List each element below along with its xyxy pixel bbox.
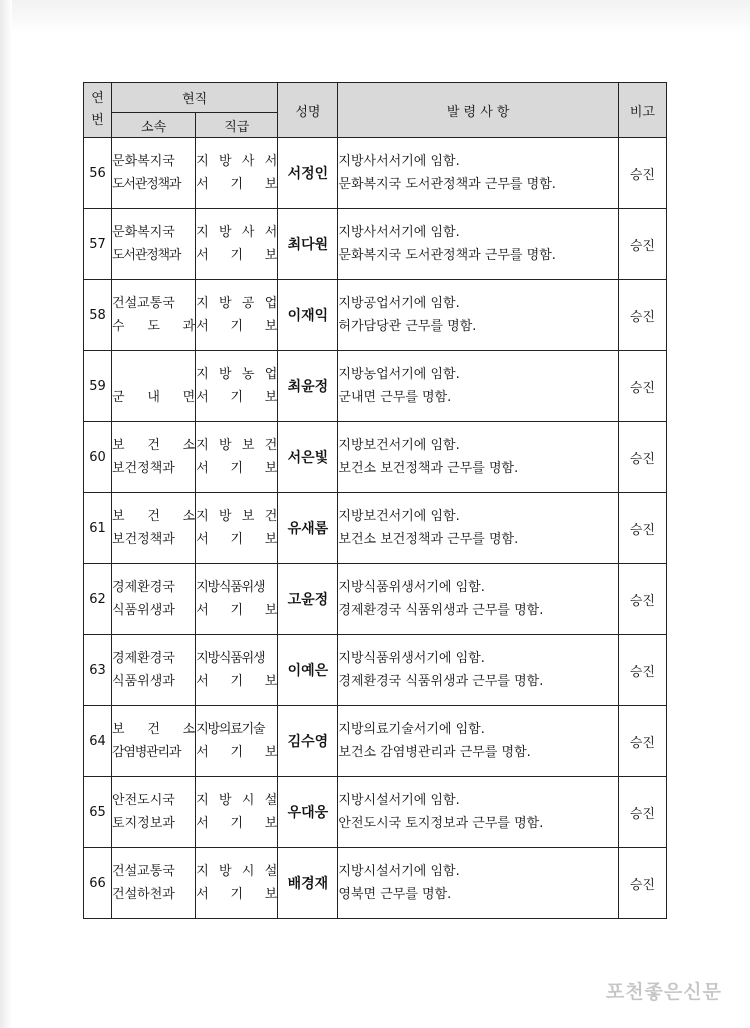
order-line: 경제환경국 식품위생과 근무를 명함. [338,603,544,618]
header-current: 현직 [112,83,278,113]
order-line: 문화복지국 도서관정책과 근무를 명함. [338,177,556,192]
grade-line: 지 방 공 업 [196,296,278,311]
top-shadow [0,0,750,34]
cell-no: 58 [84,280,112,351]
cell-name: 이예은 [278,635,338,706]
cell-grade [196,848,278,919]
cell-order [338,138,618,209]
grade-line: 서 기 보 [196,319,278,334]
cell-grade [196,706,278,777]
cell-grade [196,777,278,848]
cell-no: 62 [84,564,112,635]
org-line: 도서관정책과 [112,248,181,263]
grade-line: 서 기 보 [196,887,278,902]
grade-line: 서 기 보 [196,532,278,547]
cell-org [112,280,196,351]
org-line: 토지정보과 [112,816,175,831]
order-line: 문화복지국 도서관정책과 근무를 명함. [338,248,556,263]
cell-grade [196,635,278,706]
cell-order [338,493,618,564]
header-no [84,83,112,138]
grade-line: 지방의료기술 [196,722,265,737]
order-line: 보건소 보건정책과 근무를 명함. [338,461,519,476]
order-line: 지방보건서기에 임함. [338,509,460,524]
grade-line: 지방식품위생 [196,580,265,595]
cell-order [338,209,618,280]
cell-no: 59 [84,351,112,422]
grade-line: 지 방 사 서 [196,154,278,169]
header-org: 소속 [112,113,196,138]
table-row [84,351,667,422]
grade-line: 지 방 보 건 [196,509,278,524]
cell-no: 66 [84,848,112,919]
grade-line: 지 방 시 설 [196,793,278,808]
cell-grade [196,493,278,564]
order-line: 지방시설서기에 임함. [338,793,460,808]
cell-order [338,706,618,777]
cell-note: 승진 [618,209,666,280]
cell-order [338,280,618,351]
org-line: 식품위생과 [112,603,175,618]
page-edge-shadow [0,0,12,1028]
cell-order [338,422,618,493]
cell-order [338,848,618,919]
cell-note: 승진 [618,706,666,777]
cell-grade [196,422,278,493]
cell-no: 60 [84,422,112,493]
cell-note: 승진 [618,848,666,919]
order-line: 지방사서서기에 임함. [338,225,460,240]
org-line: 건설교통국 [112,864,175,879]
cell-name: 고윤정 [278,564,338,635]
org-line: 건설하천과 [112,887,175,902]
order-line: 보건소 보건정책과 근무를 명함. [338,532,519,547]
org-line: 수 도 과 [112,319,196,334]
cell-name: 서은빛 [278,422,338,493]
grade-line: 서 기 보 [196,248,278,263]
cell-org [112,635,196,706]
order-line: 경제환경국 식품위생과 근무를 명함. [338,674,544,689]
grade-line: 서 기 보 [196,674,278,689]
cell-name: 최윤정 [278,351,338,422]
cell-org [112,351,196,422]
cell-name: 우대웅 [278,777,338,848]
org-line [112,363,195,386]
order-line: 영북면 근무를 명함. [338,887,452,902]
cell-grade [196,564,278,635]
cell-note: 승진 [618,422,666,493]
cell-note: 승진 [618,635,666,706]
org-line: 건설교통국 [112,296,175,311]
org-line: 문화복지국 [112,225,175,240]
org-line: 경제환경국 [112,651,175,666]
cell-name: 유새롬 [278,493,338,564]
org-line: 경제환경국 [112,580,175,595]
cell-order [338,777,618,848]
header-no-label: 연 번 [91,91,104,128]
grade-line: 지 방 시 설 [196,864,278,879]
org-line: 보건정책과 [112,532,175,547]
cell-order [338,635,618,706]
org-line: 보 건 소 [112,509,196,524]
cell-note: 승진 [618,777,666,848]
cell-note: 승진 [618,280,666,351]
cell-note: 승진 [618,138,666,209]
cell-order [338,564,618,635]
grade-line: 서 기 보 [196,177,278,192]
grade-line: 서 기 보 [196,461,278,476]
table-row [84,138,667,209]
table-row [84,706,667,777]
grade-line: 서 기 보 [196,603,278,618]
table-row [84,848,667,919]
cell-name: 최다원 [278,209,338,280]
order-line: 보건소 감염병관리과 근무를 명함. [338,745,531,760]
grade-line: 서 기 보 [196,745,278,760]
order-line: 지방농업서기에 임함. [338,367,460,382]
cell-org [112,422,196,493]
cell-order [338,351,618,422]
cell-org [112,138,196,209]
order-line: 군내면 근무를 명함. [338,390,452,405]
order-line: 안전도시국 토지정보과 근무를 명함. [338,816,544,831]
cell-name: 서정인 [278,138,338,209]
org-line: 보건정책과 [112,461,175,476]
table-row [84,777,667,848]
cell-name: 이재익 [278,280,338,351]
cell-org [112,493,196,564]
org-line: 군 내 면 [112,390,196,405]
order-line: 지방식품위생서기에 임함. [338,580,485,595]
order-line: 지방시설서기에 임함. [338,864,460,879]
grade-line: 지 방 사 서 [196,225,278,240]
cell-no: 56 [84,138,112,209]
cell-no: 64 [84,706,112,777]
cell-no: 61 [84,493,112,564]
org-line: 문화복지국 [112,154,175,169]
org-line: 안전도시국 [112,793,175,808]
grade-line: 지방식품위생 [196,651,265,666]
cell-no: 65 [84,777,112,848]
grade-line: 서 기 보 [196,816,278,831]
order-line: 허가담당관 근무를 명함. [338,319,477,334]
order-line: 지방사서서기에 임함. [338,154,460,169]
header-grade: 직급 [196,113,278,138]
cell-org [112,848,196,919]
header-name: 성명 [278,83,338,138]
cell-name: 김수영 [278,706,338,777]
order-line: 지방식품위생서기에 임함. [338,651,485,666]
cell-note: 승진 [618,351,666,422]
cell-org [112,706,196,777]
table-row [84,280,667,351]
cell-grade [196,209,278,280]
cell-note: 승진 [618,493,666,564]
order-line: 지방보건서기에 임함. [338,438,460,453]
table-row [84,422,667,493]
cell-no: 63 [84,635,112,706]
cell-grade [196,351,278,422]
table-row [84,493,667,564]
watermark-logo: 포천좋은신문 [605,981,722,1003]
org-line: 보 건 소 [112,722,196,737]
table-row [84,635,667,706]
cell-org [112,564,196,635]
cell-note: 승진 [618,564,666,635]
cell-no: 57 [84,209,112,280]
cell-org [112,209,196,280]
grade-line: 지 방 보 건 [196,438,278,453]
grade-line: 지 방 농 업 [196,367,278,382]
order-line: 지방공업서기에 임함. [338,296,460,311]
org-line: 감염병관리과 [112,745,181,760]
header-order: 발 령 사 항 [338,83,618,138]
personnel-table [83,82,667,919]
cell-name: 배경재 [278,848,338,919]
org-line: 보 건 소 [112,438,196,453]
grade-line: 서 기 보 [196,390,278,405]
cell-grade [196,280,278,351]
order-line: 지방의료기술서기에 임함. [338,722,485,737]
header-note: 비고 [618,83,666,138]
cell-grade [196,138,278,209]
table-row [84,564,667,635]
org-line: 식품위생과 [112,674,175,689]
table-row [84,209,667,280]
org-line: 도서관정책과 [112,177,181,192]
cell-org [112,777,196,848]
